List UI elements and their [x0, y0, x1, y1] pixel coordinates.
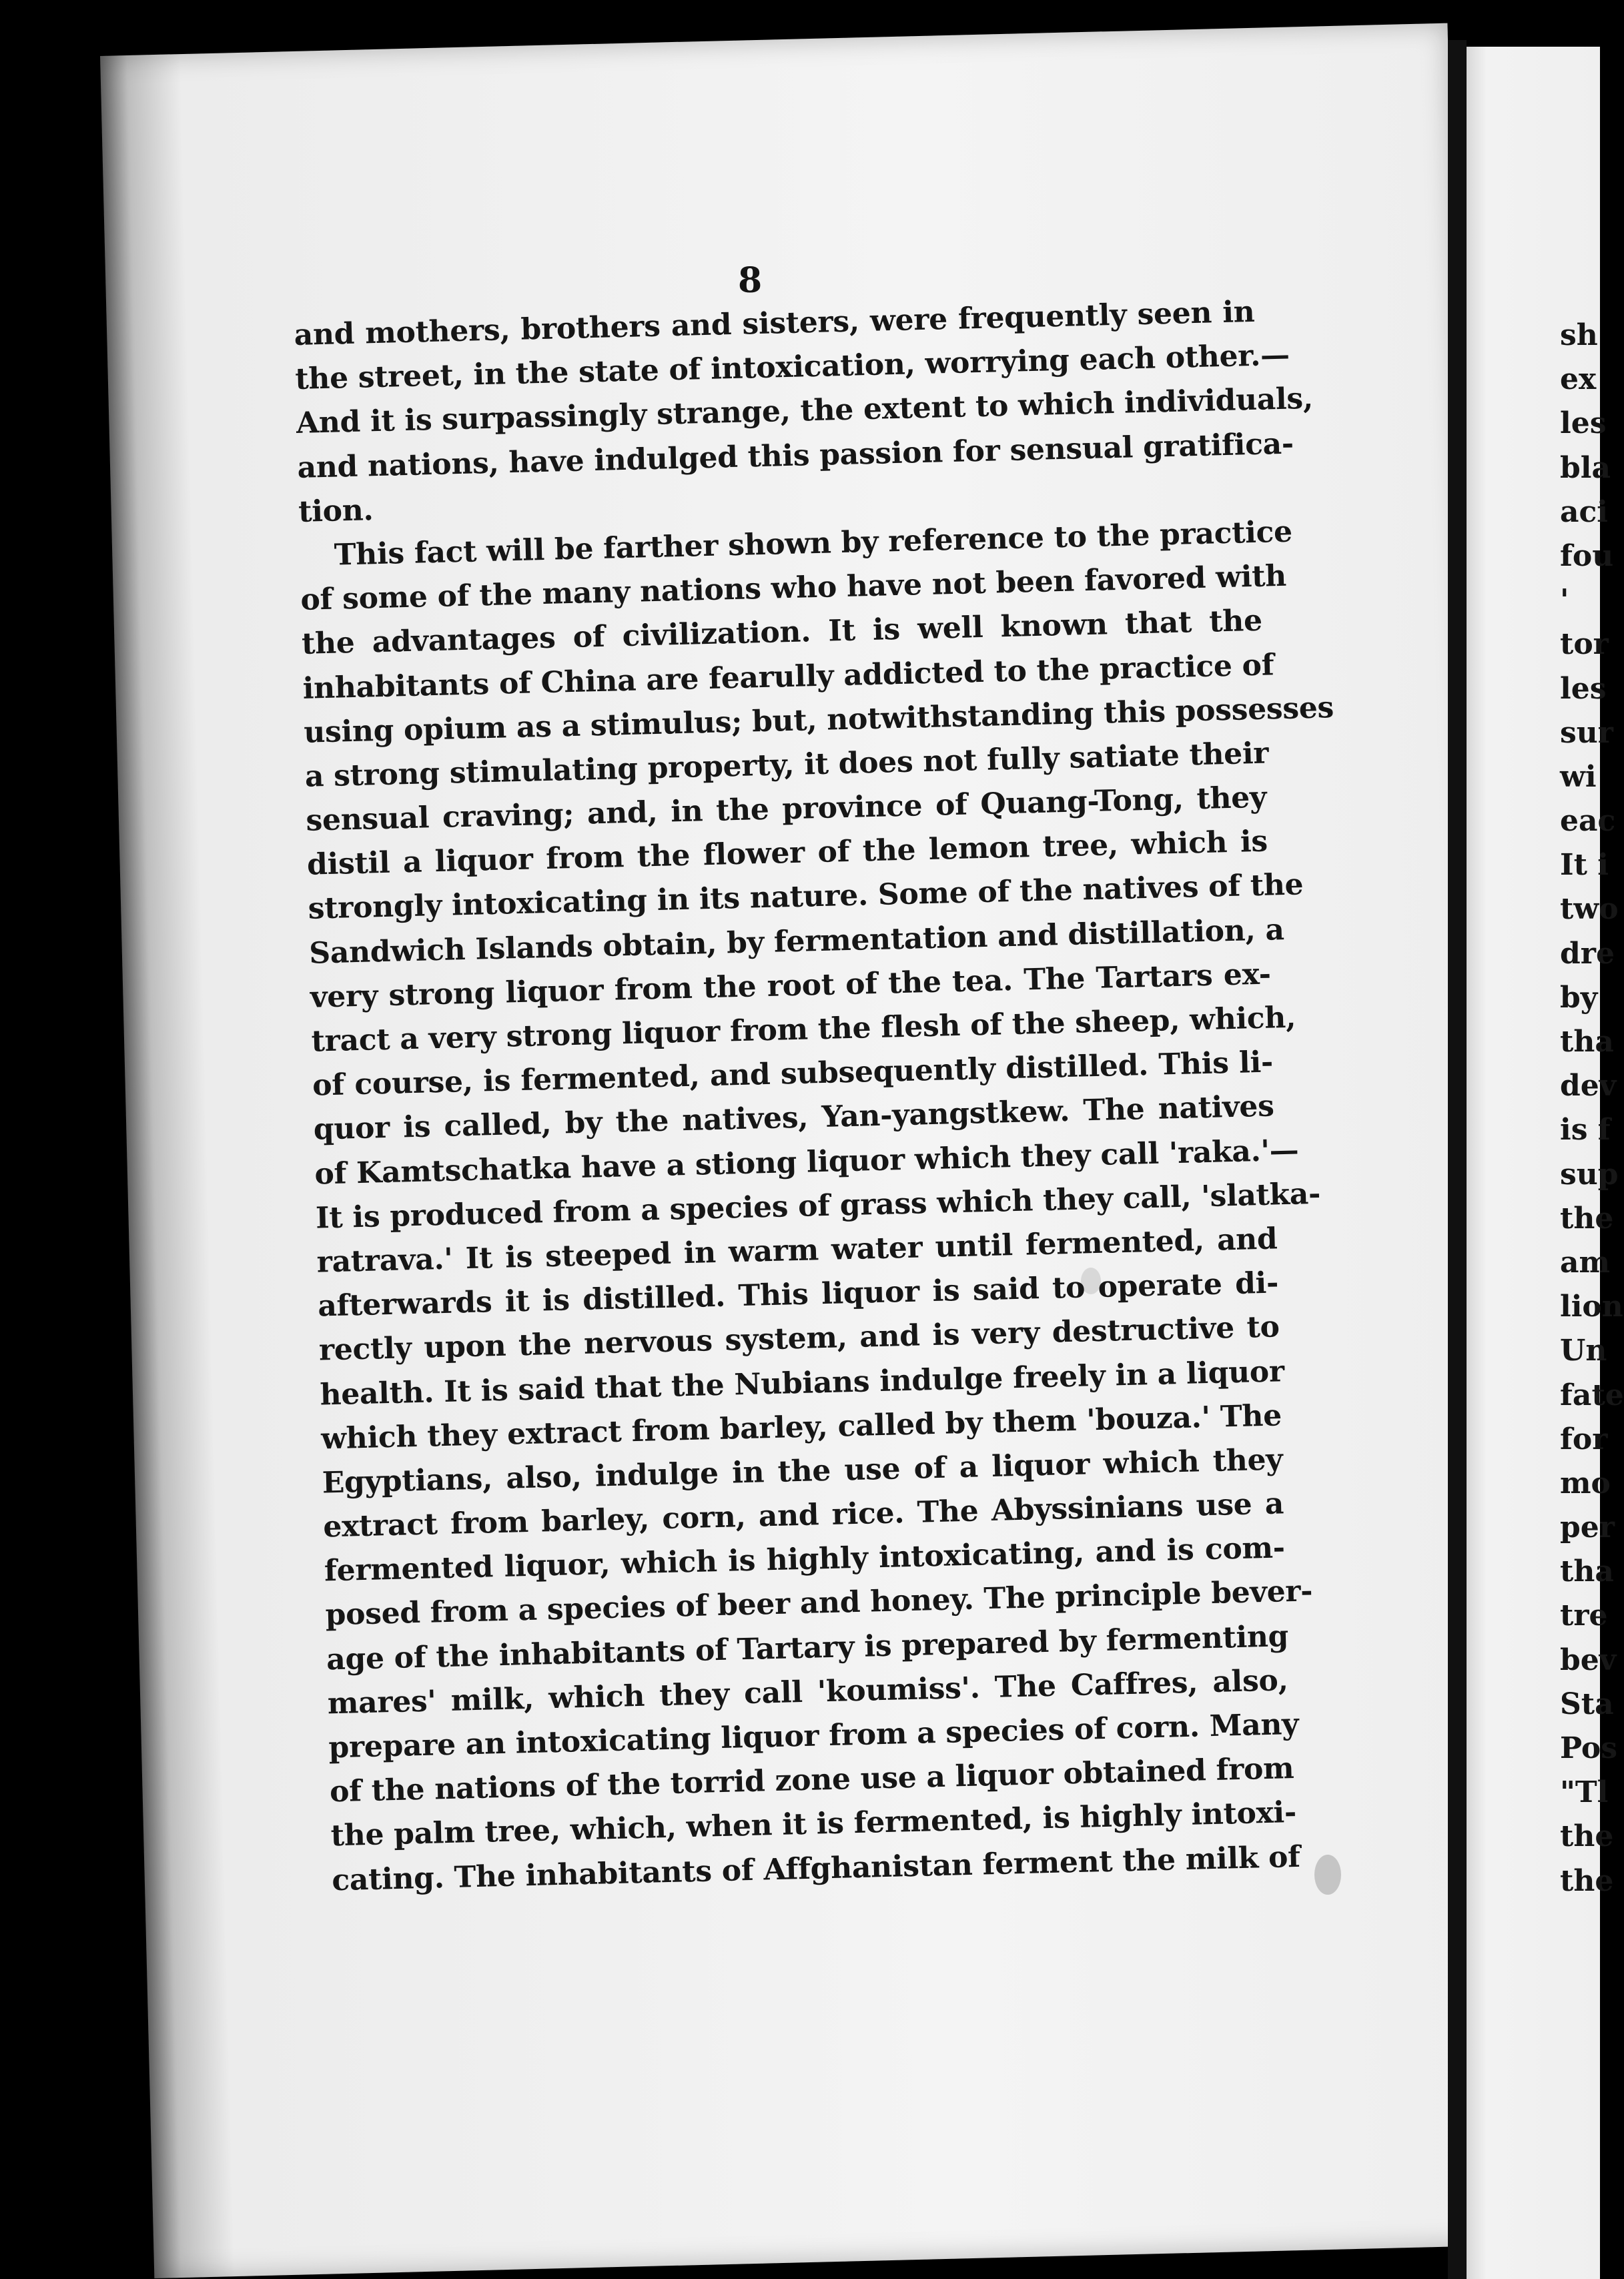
facing-text-line: two	[1560, 892, 1619, 927]
text-line: posed from a species of beer and honey. The principle bever-	[325, 1574, 1313, 1633]
facing-text-line: dre	[1560, 936, 1615, 971]
facing-text-line: lion	[1560, 1290, 1623, 1324]
text-line: of some of the many nations who have not been favored with	[300, 558, 1287, 617]
text-line: of Kamtschatka have a stiong liquor which they call 'raka.'—	[314, 1133, 1299, 1192]
text-line: tract a very strong liquor from the flesh of the sheep, which,	[311, 1000, 1296, 1059]
facing-text-line: dev	[1560, 1069, 1617, 1103]
facing-text-line: wi	[1560, 759, 1597, 794]
book-gutter	[1448, 40, 1467, 2279]
facing-text-line: the	[1560, 1819, 1614, 1854]
text-line: age of the inhabitants of Tartary is prepared by fermenting	[326, 1619, 1289, 1677]
text-line: using opium as a stimulus; but, notwithstanding this possesses	[303, 690, 1334, 750]
text-line: health. It is said that the Nubians indulge freely in a liquor	[319, 1354, 1285, 1412]
text-line: extract from barley, corn, and rice. The Abyssinians use a	[322, 1486, 1284, 1544]
text-line: and mothers, brothers and sisters, were frequently seen in	[294, 294, 1255, 352]
text-line: distil a liquor from the flower of the lemon tree, which is	[306, 824, 1268, 882]
facing-text-line: Pos	[1560, 1731, 1618, 1765]
text-line: afterwards it is distilled. This liquor is said to operate di-	[317, 1266, 1279, 1324]
facing-text-line: aci	[1560, 494, 1609, 529]
facing-text-line: fou	[1560, 538, 1614, 573]
facing-text-line: the	[1560, 1201, 1614, 1236]
facing-text-line: tha	[1560, 1554, 1614, 1589]
text-line: This fact will be farther shown by reference to the practice	[334, 514, 1293, 572]
facing-text-line: ex	[1560, 362, 1597, 397]
facing-text-line: "Tl	[1560, 1775, 1609, 1810]
text-line: of course, is fermented, and subsequently distilled. This li-	[312, 1045, 1274, 1103]
text-line: quor is called, by the natives, Yan-yangstkew. The natives	[313, 1089, 1275, 1148]
facing-text-line: It i	[1560, 848, 1609, 883]
text-line: cating. The inhabitants of Affghanistan ferment the milk of	[331, 1839, 1301, 1897]
text-line: prepare an intoxicating liquor from a species of corn. Many	[328, 1707, 1299, 1765]
facing-text-line: fate	[1560, 1378, 1624, 1412]
facing-text-line: mo	[1560, 1466, 1611, 1500]
facing-text-line: sh	[1560, 318, 1598, 352]
facing-text-line: sur	[1560, 715, 1613, 750]
text-line: strongly intoxicating in its nature. Some of the natives of the	[308, 867, 1304, 927]
facing-text-line: am	[1560, 1245, 1611, 1280]
text-line: very strong liquor from the root of the tea. The Tartars ex-	[310, 957, 1272, 1015]
text-line: It is produced from a species of grass which they call, 'slatka-	[315, 1176, 1321, 1236]
text-line: fermented liquor, which is highly intoxicating, and is com-	[324, 1530, 1286, 1588]
facing-text-line: sup	[1560, 1157, 1619, 1192]
facing-text-line: is f	[1560, 1113, 1611, 1148]
text-line: mares' milk, which they call 'koumiss'. The Caffres, also,	[327, 1663, 1289, 1721]
text-line: inhabitants of China are fearully addicted to the practice of	[302, 647, 1274, 706]
facing-text-line: tre	[1560, 1599, 1608, 1633]
facing-text-line: les	[1560, 671, 1607, 706]
facing-text-line: les	[1560, 406, 1607, 441]
text-line: sensual craving; and, in the province of Quang-Tong, they	[305, 780, 1267, 838]
facing-text-line: for	[1560, 1422, 1608, 1456]
text-line: and nations, have indulged this passion for sensual gratifica-	[297, 426, 1294, 485]
facing-text-line: Sta	[1560, 1687, 1614, 1721]
facing-page-text	[1560, 314, 1624, 1903]
facing-text-line: Un	[1560, 1334, 1607, 1368]
facing-text-line: '	[1560, 583, 1569, 618]
facing-text-line: bev	[1560, 1643, 1617, 1677]
text-line: And it is surpassingly strange, the extent to which individuals,	[296, 382, 1314, 441]
ink-blot	[1314, 1855, 1341, 1895]
page-number: 8	[738, 260, 763, 301]
text-line: Egyptians, also, indulge in the use of a liquor which they	[322, 1442, 1284, 1500]
text-line: the street, in the state of intoxication, worrying each other.—	[294, 338, 1290, 397]
text-line: a strong stimulating property, it does not fully satiate their	[304, 736, 1269, 794]
facing-text-line: tha	[1560, 1025, 1614, 1059]
facing-text-line: by	[1560, 980, 1598, 1015]
facing-text-line: per	[1560, 1510, 1615, 1545]
facing-text-line: bla	[1560, 450, 1611, 485]
text-line: ratrava.' It is steeped in warm water until fermented, and	[316, 1222, 1278, 1280]
text-line: of the nations of the torrid zone use a liquor obtained from	[329, 1751, 1294, 1809]
text-line: rectly upon the nervous system, and is very destructive to	[318, 1310, 1280, 1368]
text-line: Sandwich Islands obtain, by fermentation and distillation, a	[308, 912, 1285, 971]
text-line: the advantages of civilization. It is well known that the	[301, 603, 1263, 662]
text-line: tion.	[298, 492, 374, 529]
facing-text-line: eac	[1560, 804, 1616, 839]
facing-text-line: the	[1560, 1863, 1614, 1898]
text-line: the palm tree, which, when it is fermented, is highly intoxi-	[330, 1795, 1297, 1853]
text-line: which they extract from barley, called by them 'bouza.' The	[320, 1398, 1282, 1456]
facing-text-line: tor	[1560, 627, 1609, 662]
body-text	[294, 290, 1334, 1903]
